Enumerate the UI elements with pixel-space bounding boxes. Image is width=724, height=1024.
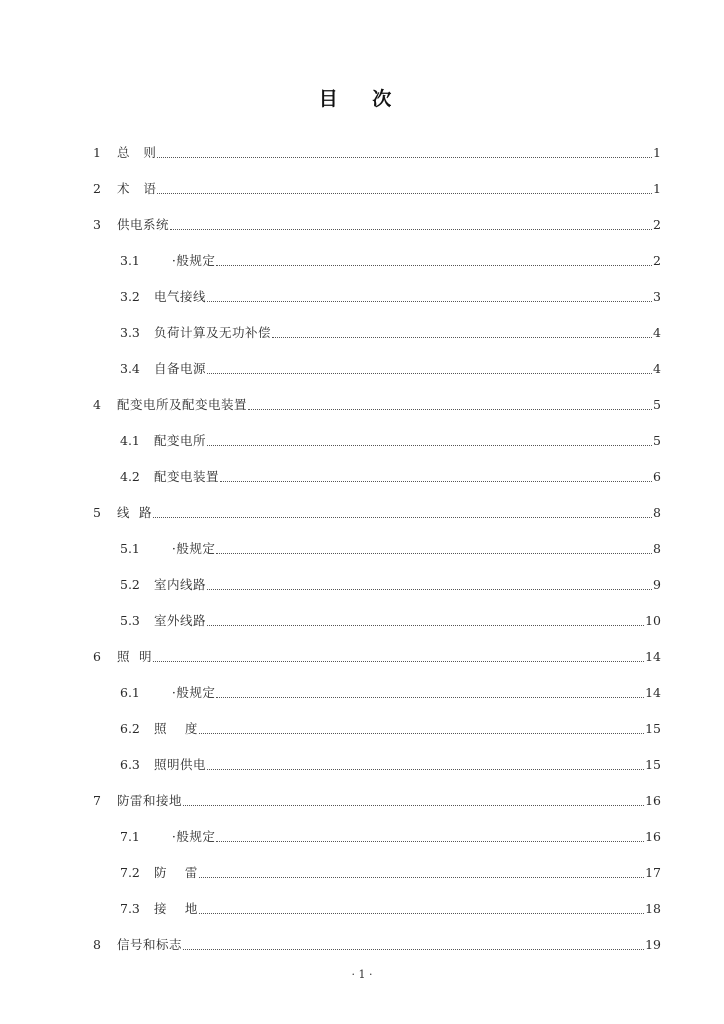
toc-entry-number: 5.1 [120, 541, 140, 556]
toc-entry-page: 6 [653, 469, 661, 484]
toc-entry-number: 3.3 [120, 325, 140, 340]
toc-leader-dots [207, 444, 652, 446]
toc-subentry[interactable] [120, 427, 661, 449]
toc-entry[interactable] [93, 139, 661, 161]
toc-subentry[interactable] [120, 751, 661, 773]
toc-subentry[interactable] [120, 571, 661, 593]
toc-entry-page: 18 [645, 901, 661, 916]
toc-leader-dots [216, 264, 652, 266]
toc-subentry[interactable] [120, 823, 661, 845]
toc-entry-page: 1 [653, 145, 661, 160]
toc-entry-page: 5 [653, 397, 661, 412]
toc-entry-page: 1 [653, 181, 661, 196]
toc-entry-page: 19 [645, 937, 661, 952]
toc-leader-dots [216, 840, 644, 842]
toc-leader-dots [207, 768, 644, 770]
toc-entry-number: 6.3 [120, 757, 140, 772]
toc-entry[interactable] [93, 787, 661, 809]
toc-entry-number: 6.1 [120, 685, 140, 700]
toc-entry-number: 4.2 [120, 469, 140, 484]
toc-leader-dots [157, 156, 652, 158]
page-title: 目 次 [318, 88, 406, 110]
toc-leader-dots [216, 696, 644, 698]
toc-entry-label: 术 语 [117, 181, 157, 196]
toc-entry-label: 电气接线 [154, 289, 207, 304]
page-number-footer: · 1 · [351, 968, 373, 981]
toc-entry-number: 7 [93, 793, 101, 808]
toc-entry-label: 防 雷 [154, 865, 198, 880]
toc-entry-page: 15 [645, 757, 661, 772]
toc-subentry[interactable] [120, 859, 661, 881]
toc-entry-label: 配变电所及配变电装置 [117, 397, 248, 412]
toc-entry[interactable] [93, 175, 661, 197]
toc-entry-number: 8 [93, 937, 101, 952]
toc-entry-page: 14 [645, 685, 661, 700]
toc-entry-number: 6 [93, 649, 101, 664]
toc-entry-number: 3.2 [120, 289, 140, 304]
toc-entry-number: 2 [93, 181, 101, 196]
toc-leader-dots [207, 624, 644, 626]
toc-entry-number: 1 [93, 145, 101, 160]
toc-subentry[interactable] [120, 895, 661, 917]
toc-entry-label: 室内线路 [154, 577, 207, 592]
toc-leader-dots [199, 912, 644, 914]
toc-entry-label: 总 则 [117, 145, 157, 160]
toc-entry-page: 3 [653, 289, 661, 304]
toc-entry[interactable] [93, 931, 661, 953]
toc-entry-page: 15 [645, 721, 661, 736]
toc-entry-page: 5 [653, 433, 661, 448]
toc-subentry[interactable] [120, 283, 661, 305]
toc-entry-number: 5.2 [120, 577, 140, 592]
toc-entry-number: 3 [93, 217, 101, 232]
toc-entry-label: 接 地 [154, 901, 198, 916]
toc-subentry[interactable] [120, 535, 661, 557]
toc-entry-number: 6.2 [120, 721, 140, 736]
toc-entry-page: 14 [645, 649, 661, 664]
toc-leader-dots [272, 336, 652, 338]
toc-leader-dots [199, 732, 644, 734]
toc-entry-page: 8 [653, 505, 661, 520]
toc-entry-page: 17 [645, 865, 661, 880]
toc-entry-label: 室外线路 [154, 613, 207, 628]
toc-entry-page: 2 [653, 253, 661, 268]
toc-entry-number: 7.2 [120, 865, 140, 880]
toc-entry-page: 8 [653, 541, 661, 556]
toc-entry-number: 4.1 [120, 433, 140, 448]
toc-subentry[interactable] [120, 679, 661, 701]
toc-leader-dots [216, 552, 652, 554]
toc-leader-dots [207, 588, 652, 590]
toc-entry-page: 4 [653, 325, 661, 340]
toc-subentry[interactable] [120, 319, 661, 341]
toc-subentry[interactable] [120, 607, 661, 629]
toc-leader-dots [183, 948, 644, 950]
toc-leader-dots [248, 408, 652, 410]
toc-entry-page: 2 [653, 217, 661, 232]
toc-entry[interactable] [93, 499, 661, 521]
toc-leader-dots [157, 192, 652, 194]
toc-entry[interactable] [93, 643, 661, 665]
toc-entry-label: 照明供电 [154, 757, 207, 772]
toc-entry-page: 9 [653, 577, 661, 592]
toc-leader-dots [207, 300, 652, 302]
toc-entry-label: 配变电装置 [154, 469, 220, 484]
toc-entry-number: 3.1 [120, 253, 140, 268]
toc-entry-label: 防雷和接地 [117, 793, 183, 808]
toc-subentry[interactable] [120, 355, 661, 377]
toc-entry-label: ·般规定 [154, 253, 216, 268]
toc-entry-label: ·般规定 [154, 541, 216, 556]
toc-leader-dots [170, 228, 652, 230]
toc-entry-number: 3.4 [120, 361, 140, 376]
toc-entry-number: 5.3 [120, 613, 140, 628]
toc-entry[interactable] [93, 211, 661, 233]
toc-entry-label: ·般规定 [154, 829, 216, 844]
toc-entry-label: 照 明 [117, 649, 152, 664]
toc-subentry[interactable] [120, 247, 661, 269]
toc-leader-dots [207, 372, 652, 374]
toc-entry-page: 16 [645, 829, 661, 844]
toc-entry-number: 4 [93, 397, 101, 412]
toc-entry-number: 7.1 [120, 829, 140, 844]
toc-entry-page: 10 [645, 613, 661, 628]
toc-entry-page: 16 [645, 793, 661, 808]
toc-entry-label: 信号和标志 [117, 937, 183, 952]
toc-entry-label: 负荷计算及无功补偿 [154, 325, 272, 340]
toc-leader-dots [153, 660, 644, 662]
toc-leader-dots [220, 480, 652, 482]
toc-entry-label: 照 度 [154, 721, 198, 736]
toc-entry-number: 5 [93, 505, 101, 520]
toc-entry-label: ·般规定 [154, 685, 216, 700]
toc-entry-label: 配变电所 [154, 433, 207, 448]
toc-entry-label: 自备电源 [154, 361, 207, 376]
toc-entry-number: 7.3 [120, 901, 140, 916]
toc-leader-dots [153, 516, 652, 518]
toc-entry-label: 供电系统 [117, 217, 170, 232]
toc-subentry[interactable] [120, 715, 661, 737]
toc-leader-dots [183, 804, 644, 806]
toc-subentry[interactable] [120, 463, 661, 485]
toc-entry-label: 线 路 [117, 505, 152, 520]
toc-entry-page: 4 [653, 361, 661, 376]
toc-leader-dots [199, 876, 644, 878]
toc-entry[interactable] [93, 391, 661, 413]
